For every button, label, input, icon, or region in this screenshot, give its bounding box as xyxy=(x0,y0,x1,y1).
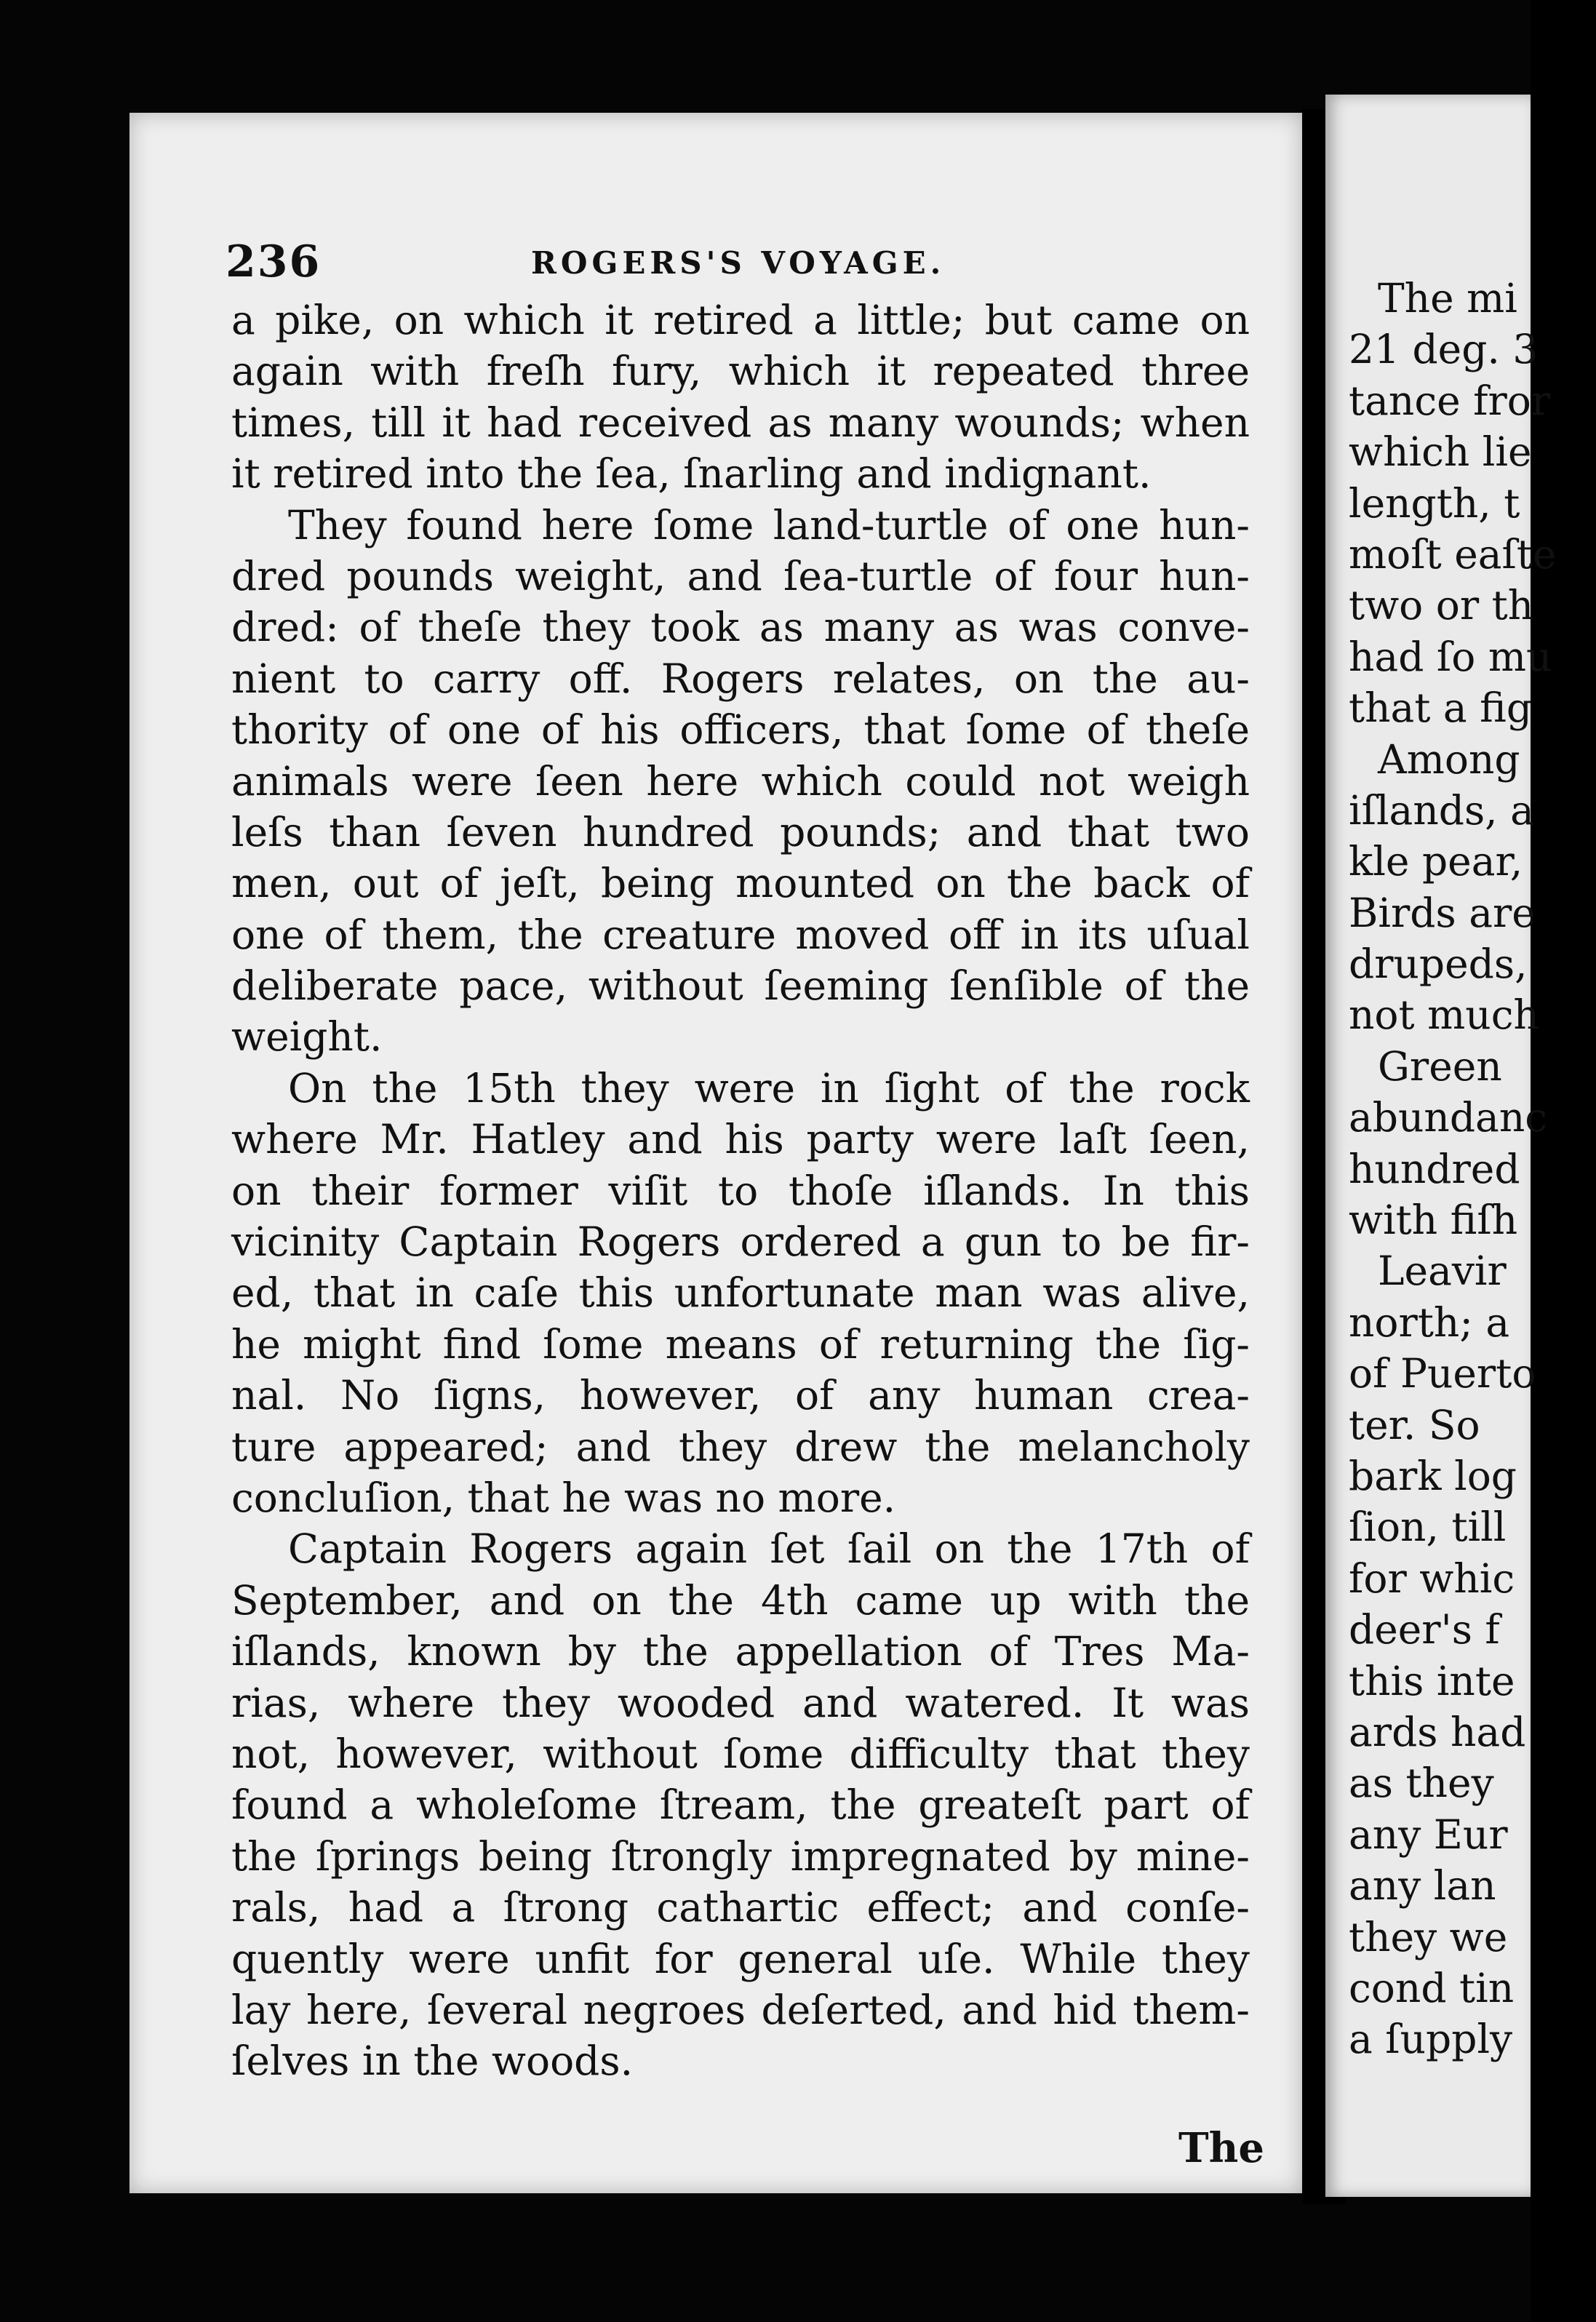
text-line: one of them, the creature moved off in its uſual xyxy=(231,911,1250,958)
facing-text-line: deer's f xyxy=(1349,1606,1500,1653)
facing-text-line: kle pear, xyxy=(1349,838,1523,885)
text-line: ture appeared; and they drew the melancholy xyxy=(231,1423,1250,1470)
facing-text-line: ſion, till xyxy=(1349,1504,1507,1551)
facing-text-line: iſlands, a xyxy=(1349,786,1534,834)
facing-text-line: any lan xyxy=(1349,1862,1496,1910)
text-line: it retired into the ſea, ſnarling and indignant. xyxy=(231,450,1152,498)
text-line: animals were ſeen here which could not weigh xyxy=(231,757,1250,805)
text-line: where Mr. Hatley and his party were laſt ſeen, xyxy=(231,1116,1250,1163)
facing-text-line: Leavir xyxy=(1378,1248,1507,1295)
text-line: concluſion, that he was no more. xyxy=(231,1474,896,1521)
facing-text-line: had ſo mu xyxy=(1349,633,1552,680)
page-number: 236 xyxy=(226,236,322,287)
text-line: quently were unfit for general uſe. While they xyxy=(231,1935,1250,1982)
running-head: ROGERS'S VOYAGE. xyxy=(531,245,946,281)
facing-text-line: this inte xyxy=(1349,1657,1515,1704)
catchword: The xyxy=(1178,2124,1265,2172)
text-line: found a wholeſome ſtream, the greateſt part of xyxy=(231,1782,1250,1829)
text-line: on their former viſit to thoſe iſlands. In this xyxy=(231,1167,1250,1214)
facing-text-line: length, t xyxy=(1349,479,1520,527)
facing-text-line: that a fig xyxy=(1349,685,1533,732)
text-line: iſlands, known by the appellation of Tres Ma- xyxy=(231,1628,1250,1675)
text-line: nient to carry off. Rogers relates, on the au- xyxy=(231,655,1250,702)
facing-text-line: two or th xyxy=(1349,582,1534,629)
facing-text-line: moſt eaſte xyxy=(1349,530,1557,578)
facing-text-line: Birds are xyxy=(1349,889,1536,936)
facing-text-line: tance fror xyxy=(1349,377,1551,424)
text-line: ed, that in caſe this unfortunate man was alive, xyxy=(231,1269,1250,1317)
facing-page-text xyxy=(1349,273,1596,2065)
text-line: On the 15th they were in ſight of the rock xyxy=(288,1064,1250,1112)
facing-text-line: Green xyxy=(1378,1042,1502,1090)
facing-text-line: which lie xyxy=(1349,428,1532,476)
facing-text-line: drupeds, xyxy=(1349,941,1528,988)
facing-text-line: The mi xyxy=(1378,275,1517,322)
facing-text-line: of Puerto xyxy=(1349,1350,1536,1397)
facing-text-line: as they xyxy=(1349,1760,1494,1807)
text-line: ſelves in the woods. xyxy=(231,2038,634,2085)
facing-text-line: ards had xyxy=(1349,1708,1526,1755)
facing-text-line: ter. So xyxy=(1349,1401,1480,1448)
facing-text-line: Among xyxy=(1378,735,1520,783)
text-line: a pike, on which it retired a little; but came on xyxy=(231,297,1250,343)
text-line: times, till it had received as many wounds; when xyxy=(231,399,1250,446)
facing-text-line: with fiſh xyxy=(1349,1197,1518,1244)
facing-text-line: for whic xyxy=(1349,1555,1515,1602)
facing-text-line: cond tin xyxy=(1349,1964,1515,2011)
facing-text-line: north; a xyxy=(1349,1298,1510,1346)
facing-text-line: any Eur xyxy=(1349,1811,1508,1858)
facing-text-line: abundanc xyxy=(1349,1094,1548,1141)
facing-text-line: bark log xyxy=(1349,1452,1517,1499)
text-line: not, however, without ſome difficulty that they xyxy=(231,1730,1250,1777)
text-line: again with freſh fury, which it repeated three xyxy=(231,348,1250,395)
facing-text-line: a ſupply xyxy=(1349,2016,1513,2063)
facing-text-line: 21 deg. 3 xyxy=(1349,326,1539,373)
text-line: dred pounds weight, and ſea-turtle of four hun- xyxy=(231,552,1250,599)
text-line: nal. No ſigns, however, of any human crea- xyxy=(231,1372,1250,1419)
text-line: dred: of theſe they took as many as was conve- xyxy=(231,604,1250,651)
text-line: rals, had a ſtrong cathartic effect; and conſe- xyxy=(231,1884,1250,1931)
text-line: lay here, ſeveral negroes deſerted, and hid them- xyxy=(231,1986,1250,2033)
text-line: September, and on the 4th came up with the xyxy=(231,1576,1250,1624)
text-line: deliberate pace, without ſeeming ſenſible of the xyxy=(231,962,1250,1010)
text-line: Captain Rogers again ſet ſail on the 17th of xyxy=(288,1525,1250,1573)
text-line: leſs than ſeven hundred pounds; and that two xyxy=(231,808,1250,855)
text-line: the ſprings being ſtrongly impregnated by mine- xyxy=(231,1832,1250,1880)
facing-text-line: hundred xyxy=(1349,1145,1520,1192)
facing-text-line: they we xyxy=(1349,1913,1508,1960)
right-facing-page xyxy=(1325,95,1557,2197)
page-header xyxy=(226,236,1244,295)
facing-text-line: not much xyxy=(1349,992,1539,1039)
text-line: They found here ſome land-turtle of one hun- xyxy=(288,501,1250,548)
text-line: vicinity Captain Rogers ordered a gun to be fir- xyxy=(231,1218,1250,1266)
text-line: men, out of jeſt, being mounted on the back of xyxy=(231,860,1250,907)
body-text xyxy=(231,295,1250,2087)
text-line: rias, where they wooded and watered. It was xyxy=(231,1679,1250,1726)
text-line: he might find ſome means of returning the ſig- xyxy=(231,1320,1250,1368)
text-line: thority of one of his officers, that ſome of theſe xyxy=(231,706,1250,754)
text-line: weight. xyxy=(231,1013,383,1061)
